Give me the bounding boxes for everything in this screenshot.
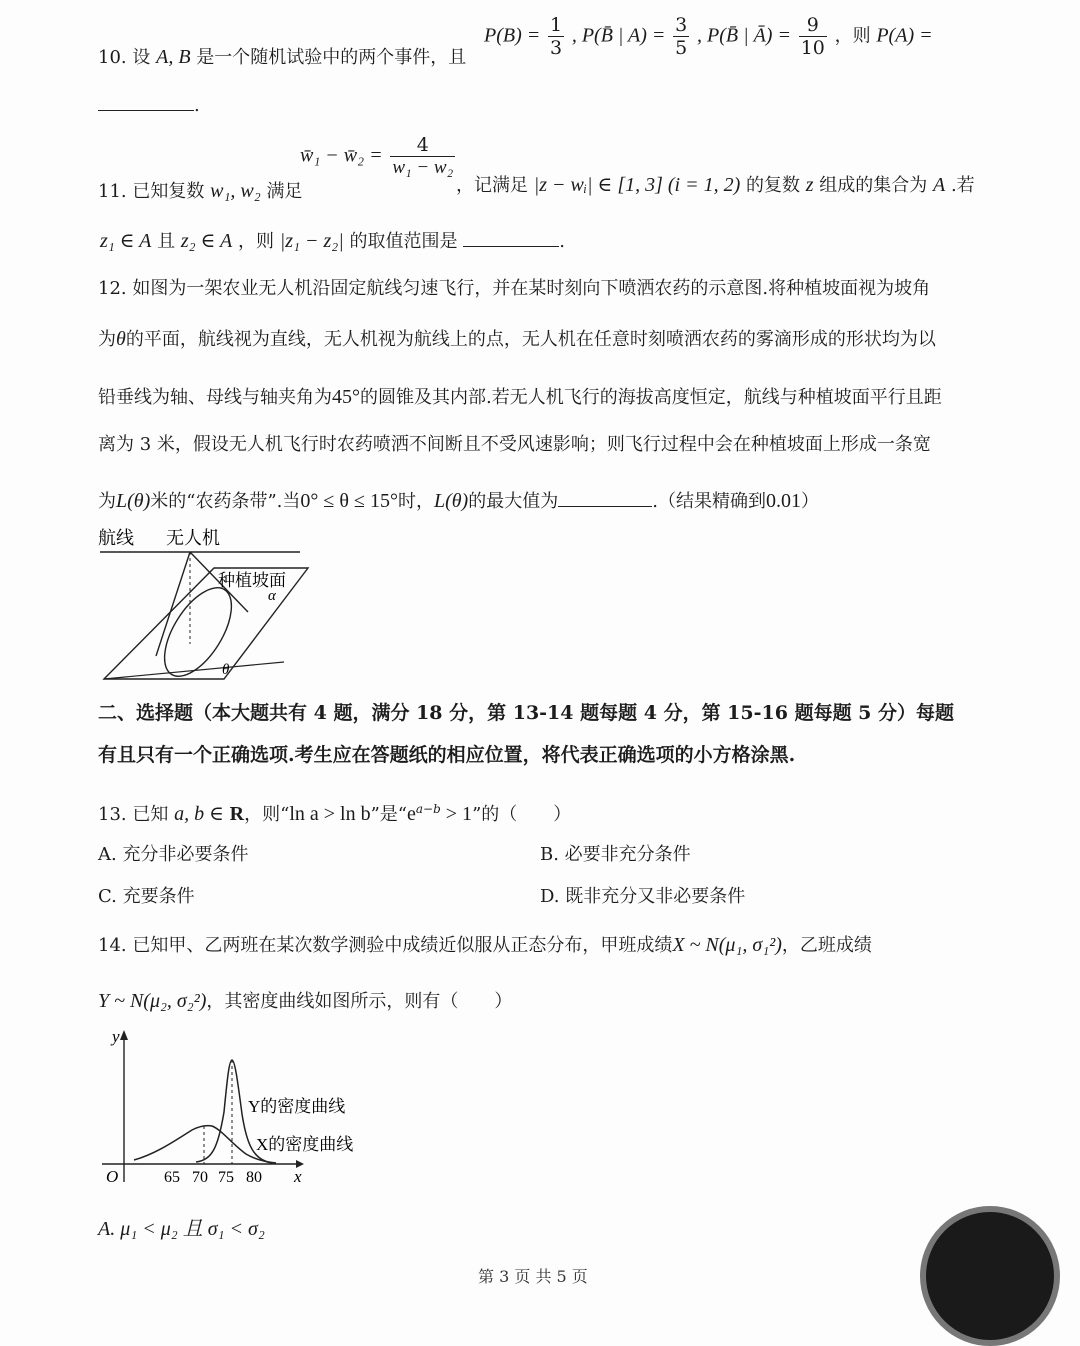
tick-80: 80 bbox=[246, 1169, 262, 1186]
tick-70: 70 bbox=[192, 1169, 208, 1186]
q12-line3: 铅垂线为轴、母线与轴夹角为45°的圆锥及其内部.若无人机飞行的海拔高度恒定，航线与种植坡面平行且距 bbox=[98, 386, 942, 408]
theta-label: θ bbox=[222, 662, 230, 678]
q13-option-a[interactable]: A. 充分非必要条件 bbox=[98, 844, 249, 865]
drone-label: 无人机 bbox=[166, 528, 220, 548]
answer-blank bbox=[98, 92, 194, 111]
tick-75: 75 bbox=[218, 1169, 234, 1186]
tick-65: 65 bbox=[164, 1169, 180, 1186]
q11-condition: ，记满足 |z − wᵢ| ∈ [1, 3] (i = 1, 2) 的复数 z 组成的集合为 A .若 bbox=[456, 174, 975, 196]
q11-line1: 11. 已知复数 w₁, w₂ 满足 bbox=[98, 180, 303, 202]
y-axis-arrow bbox=[120, 1030, 128, 1040]
page-footer: 第 3 页 共 5 页 bbox=[478, 1267, 588, 1286]
q13-option-c[interactable]: C. 充要条件 bbox=[98, 886, 195, 907]
q11-equation: w̄₁ − w̄₂ = $\frac{4}{\text{w₁ − w₂}}$ bbox=[300, 134, 454, 178]
q13-option-b[interactable]: B. 必要非充分条件 bbox=[540, 844, 691, 865]
q14-line1: 14. 已知甲、乙两班在某次数学测验中成绩近似服从正态分布，甲班成绩X ~ N(μ₁, σ₁²)，乙班成绩 bbox=[98, 934, 872, 956]
y-curve-label: Y的密度曲线 bbox=[248, 1097, 346, 1116]
q14-line2: Y ~ N(μ₂, σ₂²)，其密度曲线如图所示，则有（ ） bbox=[98, 990, 513, 1012]
section2-heading-line1: 二、选择题（本大题共有 4 题，满分 18 分，第 13-14 题每题 4 分，第 15-16 题每题 5 分）每题 bbox=[98, 702, 955, 724]
origin-label: O bbox=[106, 1167, 119, 1186]
answer-blank bbox=[558, 488, 652, 507]
section2-heading-line2: 有且只有一个正确选项.考生应在答题纸的相应位置，将代表正确选项的小方格涂黑. bbox=[98, 744, 796, 766]
floating-overlay-button[interactable] bbox=[920, 1206, 1060, 1346]
q10-events: A, B bbox=[156, 46, 191, 68]
q10-frac-3: $\frac{9}{10}$ bbox=[800, 14, 825, 59]
q11-number: 11. bbox=[98, 181, 127, 202]
q12-line5: 为L(θ)米的“农药条带”.当0° ≤ θ ≤ 15°时，L(θ)的最大值为 .（结果精确到0.01） bbox=[98, 490, 819, 512]
y-axis-label: y bbox=[112, 1027, 120, 1046]
q10-probabilities: P(B) = $\frac{1}{3}$ , P(B̄ | A) = $\frac{3}{5}$ , P(B̄ | Ā) = $\frac{9}{10}$ ，则 P(A) = bbox=[484, 14, 933, 59]
q14-option-a[interactable]: A. μ₁ < μ₂ 且 σ₁ < σ₂ bbox=[98, 1218, 265, 1240]
q13-option-d[interactable]: D. 既非充分又非必要条件 bbox=[540, 886, 746, 907]
spray-ellipse bbox=[151, 577, 245, 684]
density-curve-figure bbox=[96, 1022, 386, 1192]
q10-line1: 10. 设 A, B 是一个随机试验中的两个事件，且 bbox=[98, 46, 467, 68]
slope-label: 种植坡面 bbox=[218, 571, 286, 590]
x-curve-label: X的密度曲线 bbox=[256, 1135, 354, 1154]
x-axis-label: x bbox=[294, 1167, 302, 1186]
answer-blank bbox=[463, 228, 559, 247]
q11-line2: z₁ ∈ A 且 z₂ ∈ A ，则 |z₁ − z₂| 的取值范围是 . bbox=[100, 230, 565, 252]
q10-pa: P(A) = bbox=[876, 24, 933, 47]
q10-frac-1: $\frac{1}{3}$ bbox=[549, 14, 563, 59]
q10-number: 10. bbox=[98, 47, 127, 68]
q13-stem: 13. 已知 a, b ∈ R，则“ln a > ln b”是“$e^{a-b} > 1$”的（ ） bbox=[98, 802, 572, 825]
q12-line2: 为θ的平面，航线视为直线，无人机视为航线上的点，无人机在任意时刻喷洒农药的雾滴形成的形状均为以 bbox=[98, 328, 936, 350]
q10-answer-line: . bbox=[98, 92, 200, 119]
drone-diagram bbox=[96, 524, 326, 684]
route-label: 航线 bbox=[98, 528, 134, 548]
cone-left-generator bbox=[156, 552, 190, 656]
q10-frac-2: $\frac{3}{5}$ bbox=[675, 14, 688, 59]
alpha-label: α bbox=[268, 588, 276, 604]
q12-line1: 12. 如图为一架农业无人机沿固定航线匀速飞行，并在某时刻向下喷洒农药的示意图.将种植坡面视为坡角 bbox=[98, 278, 931, 299]
q12-line4: 离为 3 米，假设无人机飞行时农药喷洒不间断且不受风速影响；则飞行过程中会在种植坡面上形成一条宽 bbox=[98, 434, 931, 455]
x-density-curve bbox=[134, 1126, 276, 1163]
